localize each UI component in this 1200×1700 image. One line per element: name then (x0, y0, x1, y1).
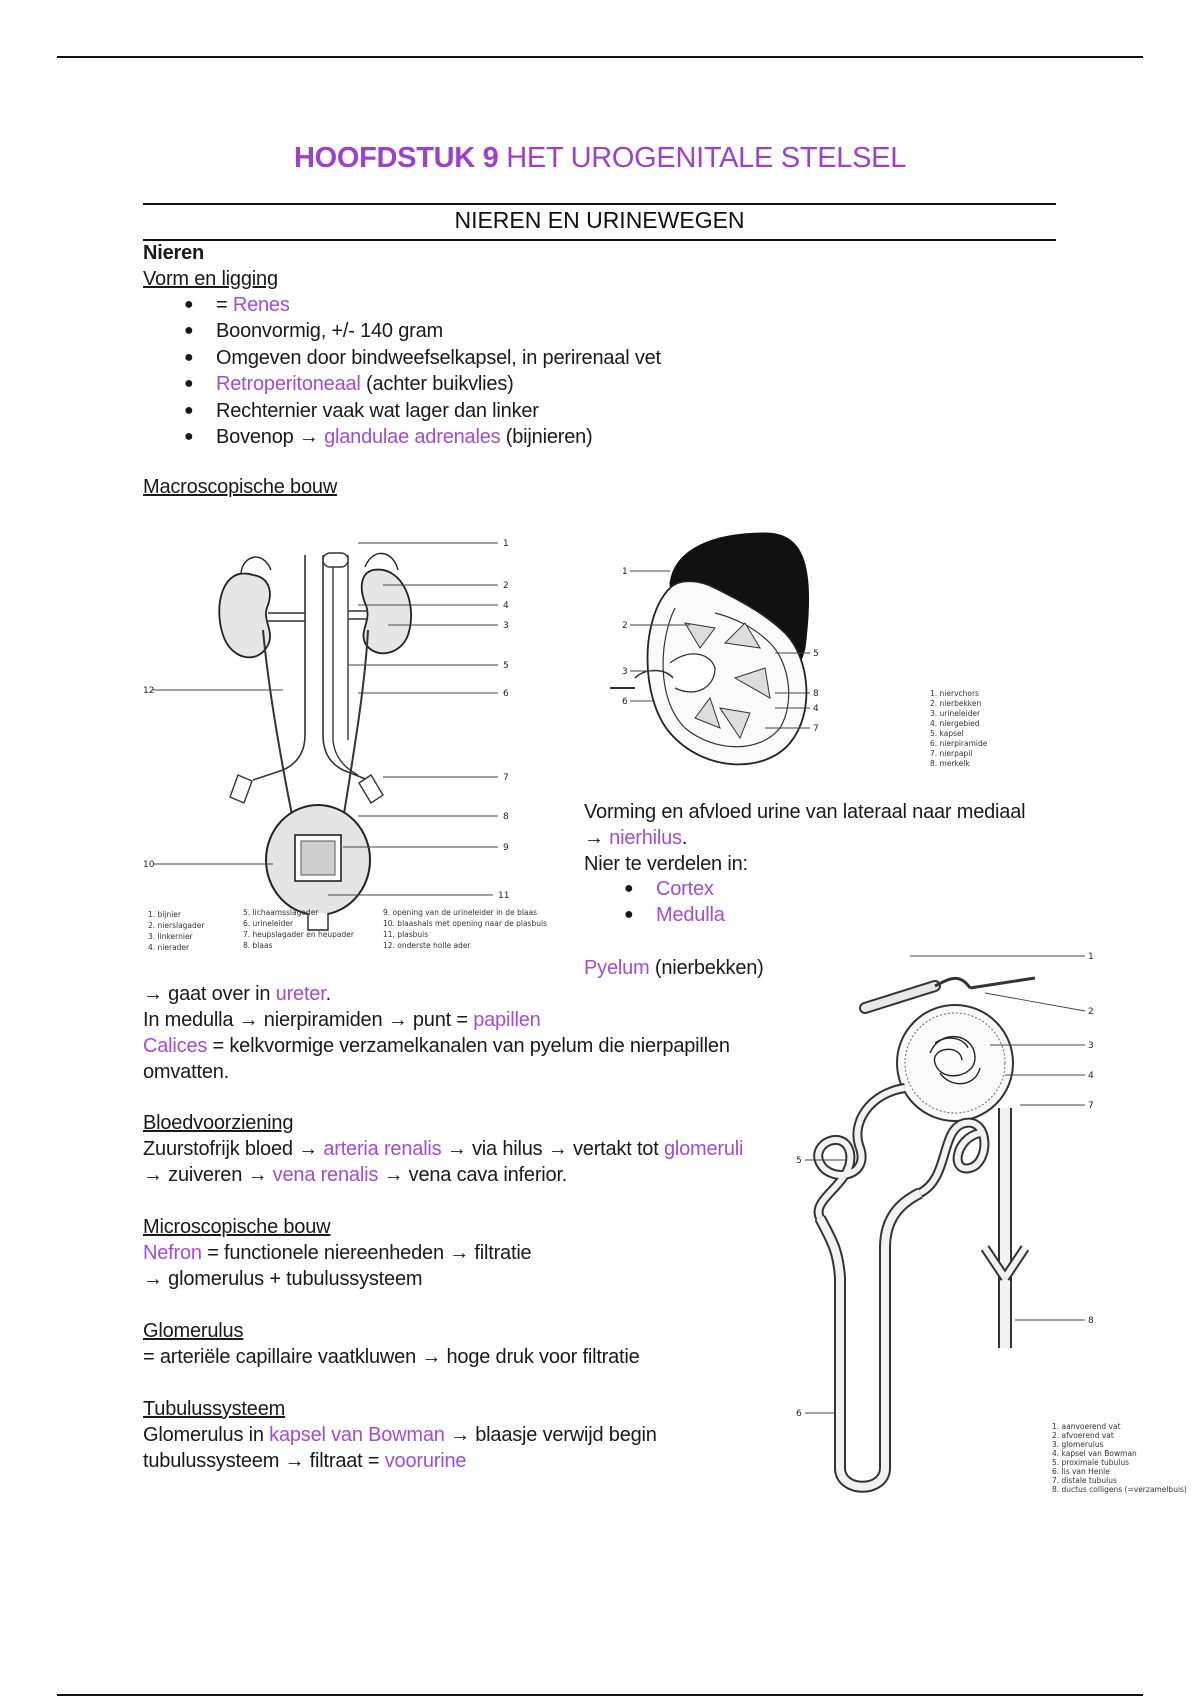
fig2-legend-item: 6. nierpiramide (930, 739, 988, 748)
fig2-legend-item: 7. nierpapil (930, 749, 973, 758)
fig1-number: 7 (503, 773, 509, 783)
fig2-legend-item: 3. urineleider (930, 709, 981, 718)
fig2-legend-item: 8. merkelk (930, 759, 970, 768)
fig2-legend-item: 2. nierbekken (930, 699, 982, 708)
calices-line: Calices = kelkvormige verzamelkanalen van pyelum die nierpapillen (143, 1035, 730, 1057)
heading-glomerulus: Glomerulus (143, 1320, 244, 1342)
page-title (0, 142, 1200, 175)
list-item: ● Cortex (624, 878, 714, 900)
pyelum-line: Pyelum (nierbekken) (584, 957, 764, 979)
fig3-legend-item: 8. ductus colligens (=verzamelbuis) (1052, 1485, 1187, 1494)
fig1-number: 2 (503, 581, 509, 591)
nier-parts-list (624, 876, 725, 929)
fig1-number: 5 (503, 661, 509, 671)
fig1-legend-item: 8. blaas (243, 941, 273, 950)
macro-line-3: Nier te verdelen in: (584, 853, 748, 875)
heading-tubulussysteem: Tubulussysteem (143, 1398, 286, 1420)
page-top-rule (57, 56, 1143, 58)
fig3-legend-item: 2. afvoerend vat (1052, 1431, 1114, 1440)
fig1-number: 9 (503, 843, 509, 853)
fig1-legend-item: 6. urineleider (243, 919, 294, 928)
heading-vorm-en-ligging: Vorm en ligging (143, 268, 278, 290)
fig1-number: 4 (503, 601, 509, 611)
fig1-legend-item: 4. nierader (148, 943, 190, 952)
micro-line-2: → glomerulus + tubulussysteem (143, 1268, 423, 1290)
medulla-line: In medulla → nierpiramiden → punt = papillen (143, 1009, 541, 1031)
fig3-legend-item: 3. glomerulus (1052, 1440, 1104, 1449)
fig3-number: 7 (1088, 1101, 1094, 1111)
fig3-number: 3 (1088, 1041, 1094, 1051)
list-item: ● Bovenop → glandulae adrenales (bijnieren) (184, 426, 593, 449)
macro-line-2: → nierhilus. (584, 827, 688, 849)
section-rule-top (143, 203, 1056, 205)
fig3-number: 4 (1088, 1071, 1094, 1081)
fig3-number: 2 (1088, 1007, 1094, 1017)
chapter-title: HET UROGENITALE STELSEL (506, 142, 907, 174)
fig2-number: 4 (813, 704, 819, 714)
fig1-legend-item: 7. heupslagader en heupader (243, 930, 354, 939)
fig3-number: 5 (796, 1156, 802, 1166)
fig3-number: 6 (796, 1409, 802, 1419)
fig1-number: 11 (498, 891, 510, 901)
fig1-number: 1 (503, 539, 509, 549)
micro-line-1: Nefron = functionele niereenheden → filtratie (143, 1242, 532, 1264)
fig1-legend-item: 3. linkernier (148, 932, 193, 941)
fig2-legend-item: 4. niergebied (930, 719, 980, 728)
list-item: ● Omgeven door bindweefselkapsel, in perirenaal vet (184, 346, 661, 369)
list-item: ● = Renes (184, 294, 290, 316)
fig3-number: 1 (1088, 952, 1094, 962)
bloed-line-2: → zuiveren → vena renalis → vena cava inferior. (143, 1164, 568, 1186)
kidney-section-figure (615, 528, 995, 783)
ureter-line: → gaat over in ureter. (143, 983, 331, 1005)
fig2-number: 6 (622, 697, 628, 707)
section-title: NIEREN EN URINEWEGEN (454, 207, 745, 233)
fig3-legend-item: 5. proximale tubulus (1052, 1458, 1130, 1467)
fig3-legend-item: 6. lis van Henle (1052, 1467, 1110, 1476)
heading-macroscopische-bouw: Macroscopische bouw (143, 476, 338, 498)
heading-nieren: Nieren (143, 242, 205, 264)
fig1-legend-item: 5. lichaamsslagader (243, 908, 319, 917)
fig3-legend-item: 4. kapsel van Bowman (1052, 1449, 1137, 1458)
fig1-number: 10 (143, 860, 155, 870)
fig2-legend-item: 1. niervchors (930, 689, 979, 698)
urinary-tract-figure (143, 525, 563, 960)
fig2-number: 3 (622, 667, 628, 677)
fig2-number: 2 (622, 621, 628, 631)
fig2-legend-item: 5. kapsel (930, 729, 964, 738)
fig1-legend-item: 2. nierslagader (148, 921, 205, 930)
vorm-bullet-list (184, 292, 661, 450)
list-item: ● Medulla (624, 904, 725, 927)
list-item: ● Retroperitoneaal (achter buikvlies) (184, 373, 514, 396)
list-item: ● Rechternier vaak wat lager dan linker (184, 399, 539, 422)
section-rule-bottom (143, 239, 1056, 241)
list-item: ● Boonvormig, +/- 140 gram (184, 320, 443, 343)
fig1-legend-item: 11. plasbuis (383, 930, 429, 939)
fig2-number: 8 (813, 689, 819, 699)
fig3-number: 8 (1088, 1316, 1094, 1326)
fig3-legend-item: 1. aanvoerend vat (1052, 1422, 1121, 1431)
glomerulus-line-1: = arteriële capillaire vaatkluwen → hoge druk voor filtratie (143, 1346, 640, 1368)
fig1-legend-item: 10. blaashals met opening naar de plasbuis (383, 919, 547, 928)
fig1-legend-item: 1. bijnier (148, 910, 182, 919)
macro-line-1: Vorming en afvloed urine van lateraal naar mediaal (584, 801, 1026, 823)
fig1-number: 8 (503, 812, 509, 822)
fig2-number: 5 (813, 649, 819, 659)
tubulus-line-2: tubulussysteem → filtraat = voorurine (143, 1450, 467, 1472)
fig2-number: 1 (622, 567, 628, 577)
bloed-line-1: Zuurstofrijk bloed → arteria renalis → via hilus → vertakt tot glomeruli (143, 1138, 744, 1160)
fig1-number: 3 (503, 621, 509, 631)
heading-microscopische-bouw: Microscopische bouw (143, 1216, 331, 1238)
calices-line-2: omvatten. (143, 1061, 230, 1083)
page-bottom-rule (57, 1694, 1143, 1696)
fig1-legend-item: 12. onderste holle ader (383, 941, 471, 950)
fig2-number: 7 (813, 724, 819, 734)
chapter-label: HOOFDSTUK 9 (293, 142, 499, 174)
fig1-number: 6 (503, 689, 509, 699)
fig3-legend-item: 7. distale tubulus (1052, 1476, 1117, 1485)
fig1-legend-item: 9. opening van de urineleider in de blaas (383, 908, 538, 917)
fig1-number: 12 (143, 686, 155, 696)
heading-bloedvoorziening: Bloedvoorziening (143, 1112, 294, 1134)
tubulus-line-1: Glomerulus in kapsel van Bowman → blaasje verwijd begin (143, 1424, 657, 1446)
nephron-figure (790, 948, 1187, 1503)
